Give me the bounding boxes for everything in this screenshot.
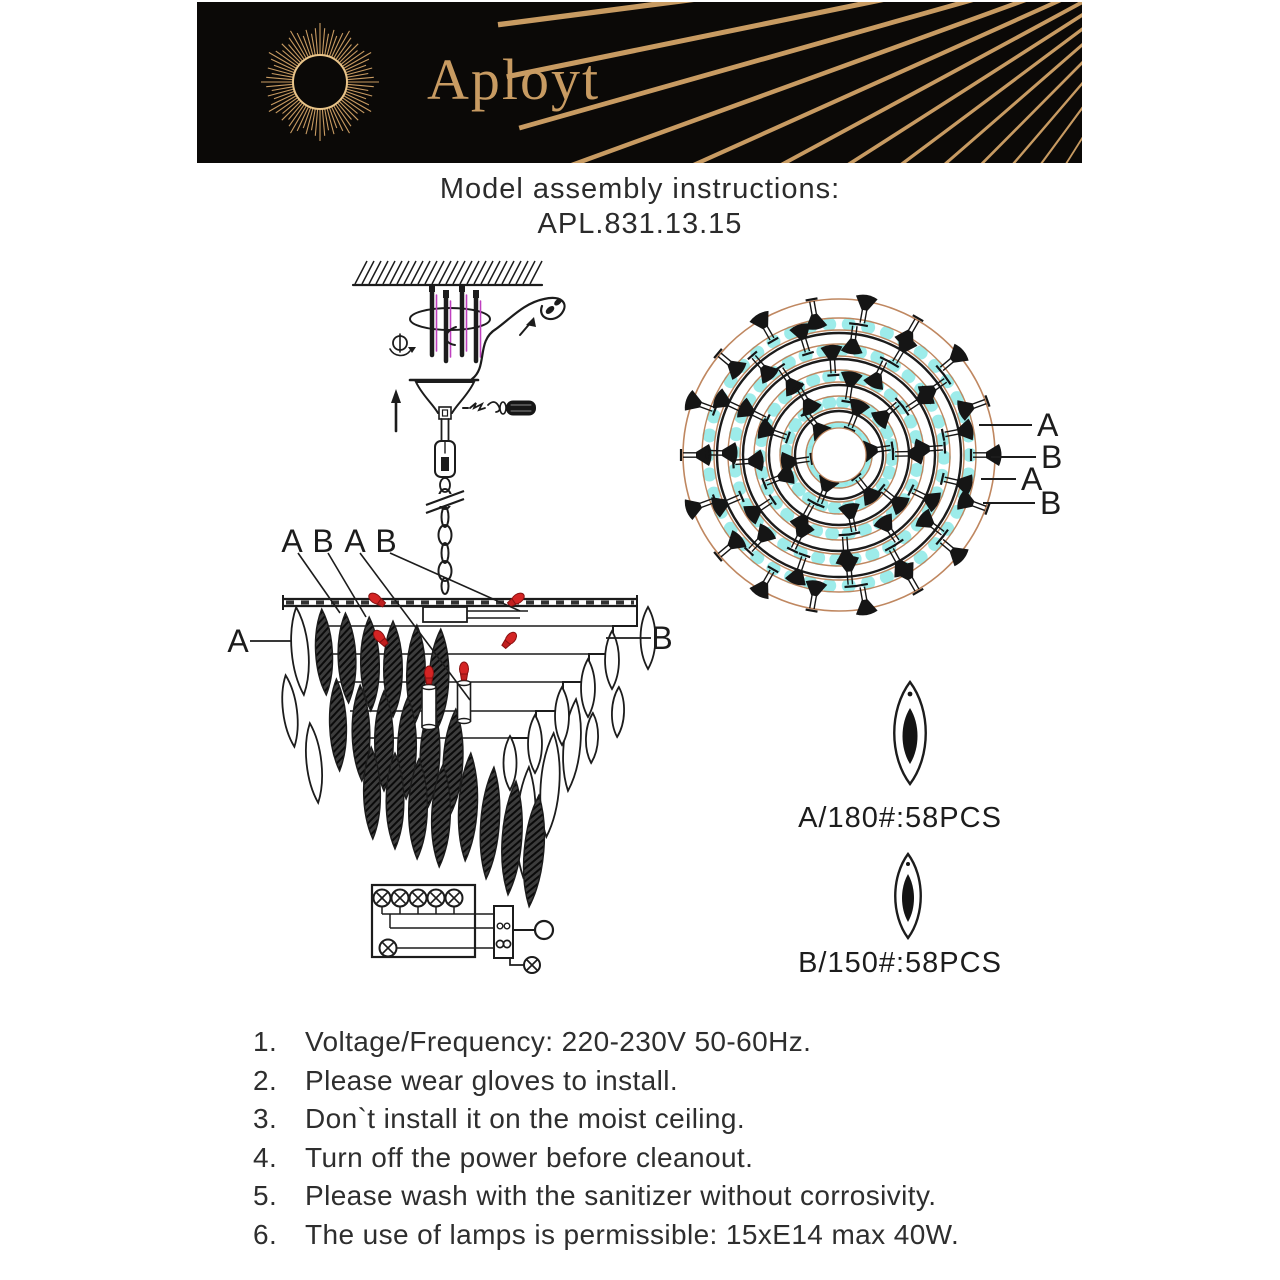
instruction-item [253, 1100, 1083, 1139]
instruction-number: 3. [253, 1103, 278, 1134]
doc-title: Model assembly instructions: [439, 173, 841, 205]
topview-label-b-3: B [1040, 485, 1062, 521]
side-label-b2: B [375, 523, 397, 559]
ceiling-hatch [355, 261, 542, 284]
instruction-number: 1. [253, 1026, 278, 1057]
instruction-number: 4. [253, 1141, 278, 1173]
topview-label-b-1: B [1041, 439, 1063, 475]
side-label-b1: B [312, 523, 334, 559]
part-b-hole [906, 862, 910, 866]
side-label-left-a: A [227, 623, 249, 659]
brand-name: Aployt [427, 47, 601, 112]
lamp-symbols [374, 890, 541, 974]
wiring-diagram [360, 868, 580, 993]
part-a-hole [908, 692, 913, 697]
assembly-side-view-diagram [220, 255, 680, 920]
brand-banner [197, 2, 1082, 163]
supply-terminal [535, 921, 553, 939]
top-view-diagram [668, 283, 1098, 633]
part-b-label: B/150#:58PCS [798, 947, 1002, 979]
topview-label-a-2: A [1021, 461, 1043, 497]
topview-label-a-0: A [1037, 407, 1059, 443]
instruction-text: Voltage/Frequency: 220-230V 50-60Hz. [305, 1026, 812, 1057]
crystal-leaves [279, 606, 656, 907]
instruction-text: Don`t install it on the moist ceiling. [305, 1103, 746, 1134]
instruction-text: Turn off the power before cleanout. [305, 1141, 754, 1173]
instruction-list [253, 1023, 1083, 1254]
instruction-item [253, 1177, 1083, 1216]
side-label-a1: A [281, 523, 303, 559]
terminal-block [494, 906, 513, 958]
instruction-number: 5. [253, 1180, 278, 1211]
wiring-box [372, 885, 475, 957]
instruction-item [253, 1139, 1083, 1178]
decorative-rays-icon [197, 2, 1082, 163]
side-label-right-b: B [651, 620, 673, 656]
instruction-item [253, 1023, 1083, 1062]
model-number: APL.831.13.15 [537, 208, 743, 240]
side-label-a2: A [344, 523, 366, 559]
instruction-number: 2. [253, 1064, 278, 1096]
instruction-item [253, 1216, 1083, 1255]
part-a-label: A/180#:58PCS [798, 802, 1002, 834]
instruction-text: The use of lamps is permissible: 15xE14 max 40W. [305, 1218, 960, 1250]
instruction-text: Please wear gloves to install. [305, 1064, 679, 1096]
mounting-hardware-drawing [353, 284, 565, 492]
instruction-text: Please wash with the sanitizer without corrosivity. [305, 1180, 937, 1211]
instruction-number: 6. [253, 1218, 278, 1250]
instruction-item [253, 1062, 1083, 1101]
